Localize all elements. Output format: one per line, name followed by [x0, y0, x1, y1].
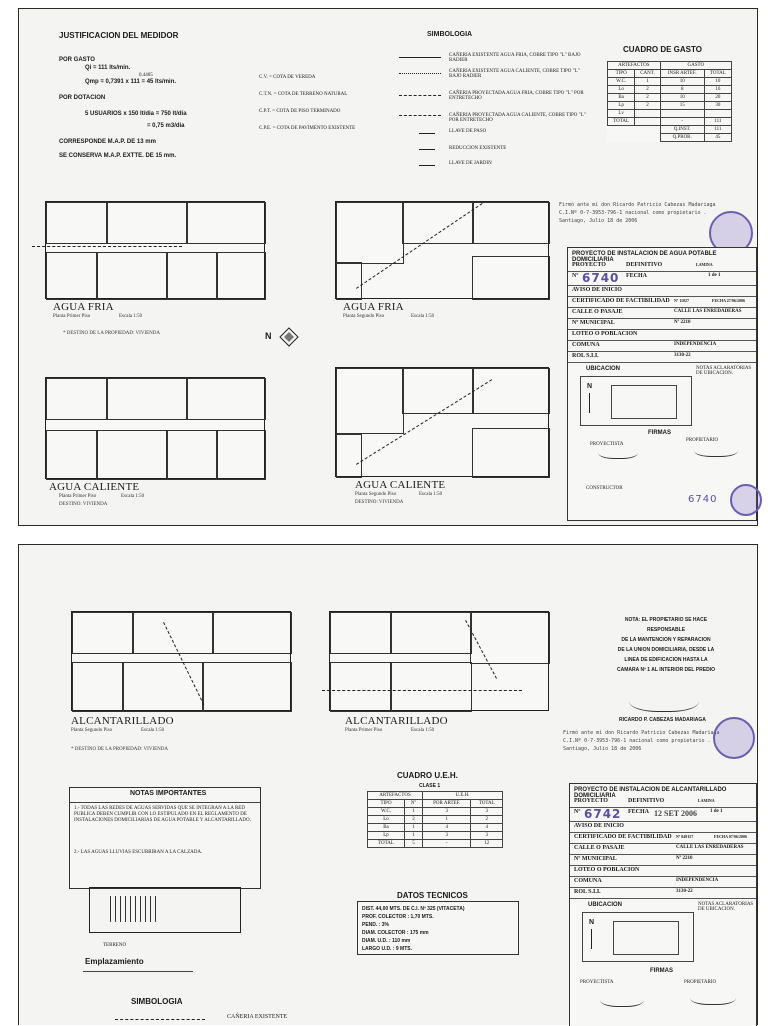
table-row: Lv	[608, 110, 732, 118]
plan-alcantarillado-2	[329, 611, 549, 711]
signature-propietario	[694, 442, 738, 457]
cuadro-ueh-clase: CLASE 1	[419, 783, 441, 789]
dato-row: PEND. : 3%	[362, 922, 389, 928]
firmas-label-2: FIRMAS	[650, 968, 673, 974]
proyecto-agua-title: PROYECTO DE INSTALACION DE AGUA POTABLE DOMICILIARIA	[572, 251, 717, 263]
nota-line: CAMARA Nº 1 AL INTERIOR DEL PREDIO	[617, 667, 715, 673]
symbol-ac-existente	[399, 73, 441, 74]
room	[122, 662, 204, 712]
sym-label-5: REDUCCION EXISTENTE	[449, 146, 507, 151]
firmo-line: Firmó ante mí don Ricardo Patricio Cabezas Madariaga	[559, 202, 716, 208]
agua-fria-2-sub: Planta Segundo Piso	[343, 314, 385, 319]
agua-caliente-2-sub: Planta Segundo Piso	[355, 492, 397, 497]
llave-paso-icon	[419, 133, 435, 134]
map-block	[611, 385, 677, 419]
qinst-value: 111	[704, 126, 731, 134]
th-artefactos: ARTEFACTOS	[368, 792, 423, 800]
notas-ubicacion: NOTAS ACLARATORIAS DE UBICACION.	[696, 366, 752, 376]
m3-line: = 0,75 m3/dia	[147, 123, 185, 129]
bathroom	[336, 434, 362, 478]
escala-3: Escala 1:50	[121, 494, 145, 499]
map-north-arrow-icon	[589, 393, 590, 413]
th-tipo: TIPO	[368, 800, 405, 808]
room	[186, 202, 266, 244]
room	[470, 612, 550, 664]
signature-proyectista-2	[600, 990, 644, 1007]
justificacion-title: JUSTIFICACION DEL MEDIDOR	[59, 31, 179, 40]
destino-propiedad-2: * DESTINO DE LA PROPIEDAD: VIVIENDA	[71, 747, 168, 752]
room	[472, 368, 550, 414]
cota-pavimento: C.P.E. = COTA DE PAVIMENTO EXISTENTE	[259, 126, 356, 131]
aprobado-stamp: 6740	[688, 494, 718, 505]
cota-vereda: C.V. = COTA DE VEREDA	[259, 75, 316, 80]
row-aviso: AVISO DE INICIO	[568, 285, 756, 297]
alcantarillado-2-sub: Planta Primer Piso	[345, 728, 383, 733]
symbol-af-existente	[399, 57, 441, 58]
propietario-label-2: PROPIETARIO	[684, 980, 717, 985]
alcantarillado-1-sub: Planta Segundo Piso	[71, 728, 113, 733]
table-row: Lo 2 8 16	[608, 86, 732, 94]
agua-fria-1-title: AGUA FRIA	[53, 301, 114, 313]
map-north: N	[587, 383, 593, 390]
qmp-line: Qmp = 0,7391 x 111 = 45 lts/min.	[85, 79, 177, 85]
plan-agua-fria-1	[45, 201, 265, 299]
table-row: Lp 1 3 3	[368, 832, 503, 840]
room	[216, 430, 266, 480]
room	[106, 378, 188, 420]
constructor-label: CONSTRUCTOR	[586, 486, 623, 491]
row-certificado: CERTIFICADO DE FACTIBILIDAD Nº 049157 FECHA 07/06/2006	[570, 832, 756, 844]
ubicacion-label-2: UBICACION	[588, 902, 622, 908]
table-row: TOTAL 5 - 12	[368, 840, 503, 848]
firmo-line: C.I.Nº 0-7-3953-796-1 nacional como propietario .	[559, 210, 707, 216]
notas-importantes	[69, 787, 261, 889]
escala-1: Escala 1:50	[119, 314, 143, 319]
escala-5: Escala 1:50	[141, 728, 165, 733]
simbologia-2-title: SIMBOLOGIA	[131, 997, 183, 1006]
alcantarillado-1-title: ALCANTARILLADO	[71, 715, 174, 727]
room	[330, 662, 392, 712]
plan-alcantarillado-1	[71, 611, 291, 711]
room	[72, 612, 134, 654]
map-north-2: N	[589, 919, 595, 926]
th-gasto: GASTO	[660, 62, 731, 70]
dato-row: LARGO U.D. : 9 MTS.	[362, 946, 412, 952]
row-loteo: LOTEO O POBLACION	[568, 329, 756, 341]
escala-2: Escala 1:50	[411, 314, 435, 319]
dato-row: DIST. 44,00 MTS. DE C.I. Nº 325 (VITACETA)	[362, 906, 465, 912]
ubicacion-map-2	[582, 912, 694, 962]
fecha-value: 12 SET 2006	[654, 809, 697, 818]
row-comuna: COMUNA INDEPENDENCIA	[570, 876, 756, 888]
cuadro-gasto-table	[607, 61, 732, 142]
pipe-line	[32, 246, 182, 247]
row-proyecto: PROYECTO DEFINITIVO LAMINA	[568, 260, 756, 272]
room	[166, 430, 218, 480]
room	[402, 202, 474, 244]
ubicacion-map	[580, 376, 692, 426]
notary-seal-2-icon	[713, 717, 755, 759]
th-tipo: TIPO	[608, 70, 635, 78]
th-insr: INSR ARTEF.	[660, 70, 704, 78]
th-ueh: U.E.H.	[423, 792, 503, 800]
agua-caliente-1-title: AGUA CALIENTE	[49, 481, 140, 493]
agua-fria-2-title: AGUA FRIA	[343, 301, 404, 313]
simbologia-symbols	[399, 51, 594, 171]
sheet-agua-potable	[18, 8, 758, 526]
table-row: Lo 2 1 2	[368, 816, 503, 824]
sym-label-0: CAÑERIA EXISTENTE AGUA FRIA, COBRE TIPO "L" BAJO RADIER	[449, 53, 581, 63]
nota-1: 1.- TODAS LAS REDES DE AGUAS SERVIDAS QUE SE INTEGRAN A LA RED PUBLICA DEBEN CUMPLIR CON LO ESTIPULADO EN EL REGLAMENTO DE INSTALACIONES DOMICILIARIAS DE AGUA POTABLE Y ALCANTARILLADO.	[74, 806, 251, 823]
cota-piso: C.P.T. = COTA DE PISO TERMINADO	[259, 109, 341, 114]
emplazamiento-drawing	[89, 887, 241, 933]
proyecto-agua-panel	[567, 247, 757, 521]
room	[72, 662, 124, 712]
room	[202, 662, 292, 712]
divider	[83, 971, 193, 972]
caneria-existente-label: CAÑERIA EXISTENTE	[227, 1014, 288, 1020]
table-row: TOTAL - 111	[608, 118, 732, 126]
room	[390, 612, 472, 654]
sym-label-2: CAÑERIA PROYECTADA AGUA FRIA, COBRE TIPO "L" POR ENTRETECHO	[449, 91, 584, 101]
reduccion-icon	[419, 149, 435, 150]
th-artefactos: ARTEFACTOS	[608, 62, 661, 70]
th-total: TOTAL	[471, 800, 503, 808]
emplazamiento-label: Emplazamiento	[85, 957, 144, 966]
room	[336, 368, 404, 434]
table-row: W.C. 1 10 10	[608, 78, 732, 86]
firmo-line: Firmó ante mí don Ricardo Patricio Cabezas Madariaga	[563, 730, 720, 736]
th-por-artef: POR ARTEF.	[423, 800, 471, 808]
sym-label-4: LLAVE DE PASO	[449, 129, 487, 134]
plan-agua-caliente-2	[335, 367, 549, 477]
sym-label-1: CAÑERIA EXISTENTE AGUA CALIENTE, COBRE TIPO "L" BAJO RADIER	[449, 69, 580, 79]
agua-caliente-1-destino: DESTINO: VIVIENDA	[59, 502, 108, 507]
simbologia-title: SIMBOLOGIA	[427, 31, 473, 38]
dato-row: DIAM. COLECTOR : 175 mm	[362, 930, 429, 936]
row-calle: CALLE O PASAJE CALLE LAS ENREDADERAS	[568, 307, 756, 319]
numero-stamp: 6742	[584, 807, 622, 821]
nota-line: LINEA DE EDIFICACION HASTA LA	[624, 657, 708, 663]
llave-jardin-icon	[419, 165, 435, 166]
room	[186, 378, 266, 420]
simbologia-cotas	[259, 69, 409, 137]
por-gasto: POR GASTO	[59, 57, 95, 63]
datos-tecnicos-title: DATOS TECNICOS	[397, 891, 468, 900]
room	[46, 378, 108, 420]
qprob-value: 45	[704, 134, 731, 142]
row-municipal: Nº MUNICIPAL Nº 2210	[568, 318, 756, 330]
row-aviso: AVISO DE INICIO	[570, 821, 756, 833]
room	[402, 368, 474, 414]
row-numero: Nº 6740 FECHA 1 de 1	[568, 271, 756, 286]
cuadro-ueh-table	[367, 791, 503, 848]
row-numero: Nº 6742 FECHA 12 SET 2006 1 de 1	[570, 807, 756, 822]
symbol-caneria-existente	[115, 1019, 205, 1020]
firmo-ante-mi-2	[563, 729, 720, 753]
row-comuna: COMUNA INDEPENDENCIA	[568, 340, 756, 352]
firmo-line: C.I.Nº 0-7-3953-796-1 nacional como propietario .	[563, 738, 711, 744]
north-label: N	[265, 331, 272, 341]
escala-6: Escala 1:50	[411, 728, 435, 733]
table-row: Lp 2 15 30	[608, 102, 732, 110]
firmo-line: Santiago, Julio 18 de 2006	[559, 218, 638, 224]
room	[390, 662, 472, 712]
propietario-label: PROPIETARIO	[686, 438, 719, 443]
corresponde-line: CORRESPONDE M.A.P. DE 13 mm	[59, 139, 156, 145]
por-dotacion: POR DOTACION	[59, 95, 106, 101]
proyectista-label-2: PROYECTISTA	[580, 980, 614, 985]
th-total: TOTAL	[704, 70, 731, 78]
agua-caliente-1-sub: Planta Primer Piso	[59, 494, 97, 499]
signature-owner	[629, 685, 699, 712]
bathroom	[336, 262, 362, 300]
nota-line: NOTA: EL PROPIETARIO SE HACE RESPONSABLE	[624, 617, 708, 633]
symbol-ac-proyectada	[399, 115, 441, 116]
room	[472, 256, 550, 300]
ubicacion-label: UBICACION	[586, 366, 620, 372]
nota-propietario	[611, 615, 721, 675]
conserva-line: SE CONSERVA M.A.P. EXTTE. DE 15 mm.	[59, 153, 177, 159]
room	[166, 252, 218, 300]
proyecto-alcantarillado-panel	[569, 783, 757, 1026]
sheet-alcantarillado	[18, 544, 758, 1025]
agua-caliente-2-destino: DESTINO: VIVIENDA	[355, 500, 404, 505]
room	[96, 252, 168, 300]
th-n: Nº	[405, 800, 423, 808]
terreno-label: TERRENO	[103, 943, 127, 948]
sym-label-3: CAÑERIA PROYECTADA AGUA CALIENTE, COBRE TIPO "L" POR ENTRETECHO	[449, 113, 586, 123]
dato-row: PROF. COLECTOR : 1,70 MTS.	[362, 914, 434, 920]
signature-proyectista	[598, 444, 638, 459]
th-cant: CANT.	[635, 70, 660, 78]
notas-importantes-title: NOTAS IMPORTANTES	[130, 790, 207, 797]
table-row: Ba 1 4 4	[368, 824, 503, 832]
datos-tecnicos-box	[357, 901, 519, 955]
table-row: Ba 2 10 20	[608, 94, 732, 102]
room	[46, 202, 108, 244]
map-block-2	[613, 921, 679, 955]
nota-2: 2.- LAS AGUAS LLUVIAS ESCURRIRAN A LA CALZADA.	[74, 850, 203, 855]
agua-caliente-2-title: AGUA CALIENTE	[355, 479, 446, 491]
symbol-af-proyectada	[399, 95, 441, 96]
cota-terreno: C.T.N. = COTA DE TERRENO NATURAL	[259, 92, 348, 97]
table-row: W.C. 1 3 3	[368, 808, 503, 816]
room	[472, 428, 550, 478]
map-north-arrow-2-icon	[591, 929, 592, 949]
qi-line: Qi = 111 lts/min.	[85, 65, 131, 71]
qmp-exponent: 0.4405	[139, 73, 153, 78]
firmo-ante-mi	[559, 201, 716, 225]
escala-4: Escala 1:50	[419, 492, 443, 497]
room	[46, 252, 98, 300]
notas-ubicacion-2: NOTAS ACLARATORIAS DE UBICACION.	[698, 902, 754, 912]
nota-line: DE LA UNION DOMICILIARIA, DESDE LA	[617, 647, 715, 653]
row-proyecto: PROYECTO DEFINITIVO LAMINA	[570, 796, 756, 808]
qinst-label: Q.INST.	[660, 126, 704, 134]
proyectista-label: PROYECTISTA	[590, 442, 624, 447]
room	[212, 612, 292, 654]
destino-propiedad: * DESTINO DE LA PROPIEDAD: VIVIENDA	[63, 331, 160, 336]
room	[330, 612, 392, 654]
datos-tecnicos-list	[362, 905, 465, 953]
qprob-label: Q.PROB.	[660, 134, 704, 142]
signature-propietario-2	[690, 988, 736, 1005]
nota-line: DE LA MANTENCION Y REPARACION	[621, 637, 711, 643]
cuadro-gasto-title: CUADRO DE GASTO	[623, 45, 702, 54]
room	[336, 202, 404, 264]
row-rol: ROL S.I.I. 3130-22	[570, 887, 756, 899]
firmo-line: Santiago, Julio 18 de 2006	[563, 746, 642, 752]
room	[46, 430, 98, 480]
cuadro-ueh-title: CUADRO U.E.H.	[397, 771, 458, 780]
numero-stamp: 6740	[582, 271, 620, 285]
row-rol: ROL S.I.I. 3130-22	[568, 351, 756, 363]
row-loteo: LOTEO O POBLACION	[570, 865, 756, 877]
divider	[70, 802, 260, 803]
row-certificado: CERTIFICADO DE FACTIBILIDAD Nº 11027 FECHA 27/06/2006	[568, 296, 756, 308]
room	[96, 430, 168, 480]
row-calle: CALLE O PASAJE CALLE LAS ENREDADERAS	[570, 843, 756, 855]
row-municipal: Nº MUNICIPAL Nº 2210	[570, 854, 756, 866]
hatched-area	[110, 896, 160, 922]
owner-name: RICARDO P. CABEZAS MADARIAGA	[619, 717, 706, 723]
alcantarillado-2-title: ALCANTARILLADO	[345, 715, 448, 727]
north-arrow-icon	[279, 327, 299, 352]
plan-agua-caliente-1	[45, 377, 265, 479]
plan-agua-fria-2	[335, 201, 549, 299]
proyecto-alc-title: PROYECTO DE INSTALACION DE ALCANTARILLADO DOMICILIARIA	[574, 787, 727, 799]
room	[472, 202, 550, 244]
dato-row: DIAM. U.D. : 110 mm	[362, 938, 411, 944]
firmas-label: FIRMAS	[648, 430, 671, 436]
room	[216, 252, 266, 300]
room	[132, 612, 214, 654]
agua-fria-1-sub: Planta Primer Piso	[53, 314, 91, 319]
usuarios-line: 5 USUARIOS x 150 lt/dia = 750 lt/dia	[85, 111, 187, 117]
room	[106, 202, 188, 244]
pipe-line	[322, 690, 522, 691]
sym-label-6: LLAVE DE JARDIN	[449, 161, 492, 166]
approval-seal-icon	[730, 484, 762, 516]
